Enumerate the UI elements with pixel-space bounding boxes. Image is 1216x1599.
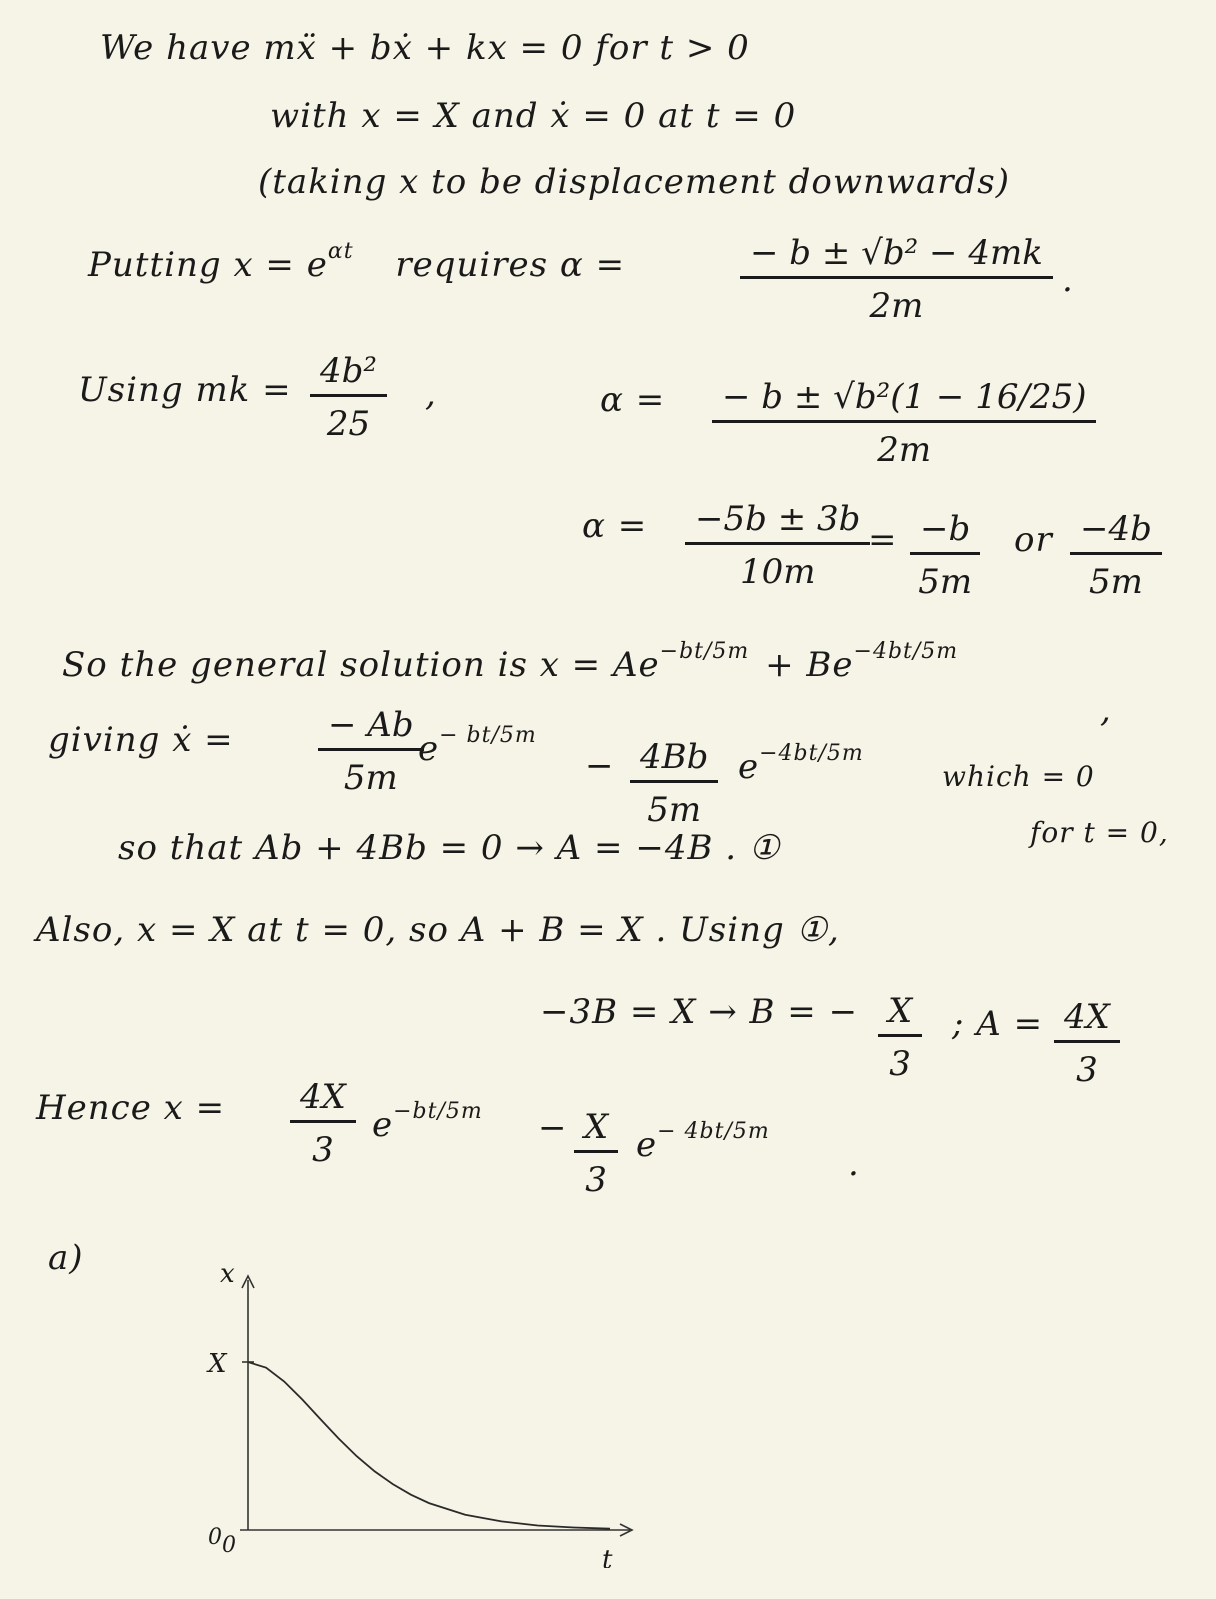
A-numerator: 4X [1054, 1000, 1120, 1043]
alpha-simplified-numerator: −5b ± 3b [685, 502, 870, 545]
y-tick-label-0: 0 [208, 1525, 222, 1550]
putting-exponent: αt [327, 239, 354, 264]
xdot-term2-denominator: 5m [647, 790, 702, 830]
root-two-denominator: 5m [1089, 562, 1143, 602]
x-axis-label: t [602, 1545, 613, 1568]
alpha-equals: = [868, 520, 898, 560]
xdot-term2-fraction [630, 737, 718, 830]
displacement-curve [248, 1362, 610, 1529]
or-word: or [1014, 520, 1053, 560]
root-one-denominator: 5m [918, 562, 973, 602]
y-tick-label-X: X [208, 1349, 227, 1379]
hence-term1-denominator: 3 [312, 1130, 334, 1170]
line-equation-of-motion: We have mẍ + bẋ + kx = 0 for t > 0 [100, 28, 750, 68]
B-denominator: 3 [889, 1044, 911, 1084]
hence-term2-fraction [574, 1107, 618, 1200]
hence-term2-exp [636, 1120, 770, 1164]
alpha-label-2: α = [582, 506, 648, 546]
B-numerator: X [878, 994, 922, 1037]
line-B-prefix: −3B = X → B = − [540, 992, 859, 1032]
alpha-simplified-fraction [685, 499, 870, 592]
period-mark: . [1062, 260, 1074, 300]
A-equals: ; A = [952, 1004, 1044, 1044]
hence-period: . [848, 1144, 860, 1184]
B-fraction [878, 991, 922, 1084]
y-axis-label: x [220, 1268, 235, 1289]
hence-term1-fraction [290, 1077, 356, 1170]
using-comma: , [425, 374, 437, 414]
mk-numerator: 4b² [310, 354, 387, 397]
general-solution-mid: + Be [765, 645, 854, 685]
hence-minus: − [538, 1108, 568, 1148]
A-denominator: 3 [1076, 1050, 1098, 1090]
hence-exp2: − 4bt/5m [657, 1119, 770, 1144]
hence-exp1: −bt/5m [393, 1099, 483, 1124]
hence-prefix: Hence x = [36, 1088, 226, 1128]
line-general-solution [62, 640, 958, 684]
putting-requires: requires α = [395, 245, 626, 285]
root-one-numerator: −b [910, 512, 980, 555]
xdot-term2-exp [738, 742, 864, 786]
xdot-comma: , [1100, 690, 1112, 730]
mk-denominator: 25 [326, 404, 371, 444]
general-solution-prefix: So the general solution is x = Ae [62, 645, 660, 685]
xdot-e1: e [418, 729, 440, 769]
hence-e2: e [636, 1125, 658, 1165]
line-putting [88, 240, 625, 284]
quadratic-formula-fraction [740, 233, 1053, 326]
alpha-substituted-numerator: − b ± √b²(1 − 16/25) [712, 380, 1096, 423]
xdot-exp2: −4bt/5m [759, 741, 864, 766]
alpha-substituted-fraction [712, 377, 1096, 470]
hence-term1-numerator: 4X [290, 1080, 356, 1123]
root-two-numerator: −4b [1070, 512, 1162, 555]
line-using-prefix: Using mk = [78, 370, 292, 410]
general-solution-exp1: −bt/5m [659, 639, 750, 664]
displacement-time-graph [190, 1268, 660, 1568]
hence-e1: e [372, 1105, 394, 1145]
xdot-term1-numerator: − Ab [318, 708, 424, 751]
which-equals-zero: which = 0 [942, 760, 1095, 793]
quadratic-denominator: 2m [869, 286, 924, 326]
alpha-substituted-denominator: 2m [877, 430, 932, 470]
alpha-label-1: α = [600, 380, 666, 420]
hence-term2-numerator: X [574, 1110, 618, 1153]
root-one-fraction [910, 509, 980, 602]
A-fraction [1054, 997, 1120, 1090]
mk-fraction [310, 351, 387, 444]
xdot-minus: − [585, 746, 615, 786]
line-also: Also, x = X at t = 0, so A + B = X . Using ①, [36, 910, 840, 950]
root-two-fraction [1070, 509, 1162, 602]
general-solution-exp2: −4bt/5m [853, 639, 959, 664]
for-t-zero: for t = 0, [1030, 816, 1169, 849]
xdot-term2-numerator: 4Bb [630, 740, 718, 783]
line-displacement-note: (taking x to be displacement downwards) [258, 162, 1010, 202]
x-tick-label-0: 0 [222, 1533, 236, 1558]
xdot-term1-denominator: 5m [343, 758, 398, 798]
quadratic-numerator: − b ± √b² − 4mk [740, 236, 1053, 279]
line-so-that: so that Ab + 4Bb = 0 → A = −4B . ① [118, 828, 781, 868]
hence-term1-exp [372, 1100, 483, 1144]
line-initial-conditions: with x = X and ẋ = 0 at t = 0 [270, 96, 797, 136]
graph-axes [240, 1276, 632, 1536]
part-a-label: a) [48, 1238, 84, 1278]
xdot-term1-exp [418, 724, 537, 768]
alpha-simplified-denominator: 10m [739, 552, 816, 592]
giving-prefix: giving ẋ = [48, 720, 234, 760]
xdot-e2: e [738, 747, 760, 787]
hence-term2-denominator: 3 [585, 1160, 607, 1200]
putting-prefix: Putting x = e [88, 245, 328, 285]
xdot-exp1: − bt/5m [439, 723, 537, 748]
xdot-term1-fraction [318, 705, 424, 798]
